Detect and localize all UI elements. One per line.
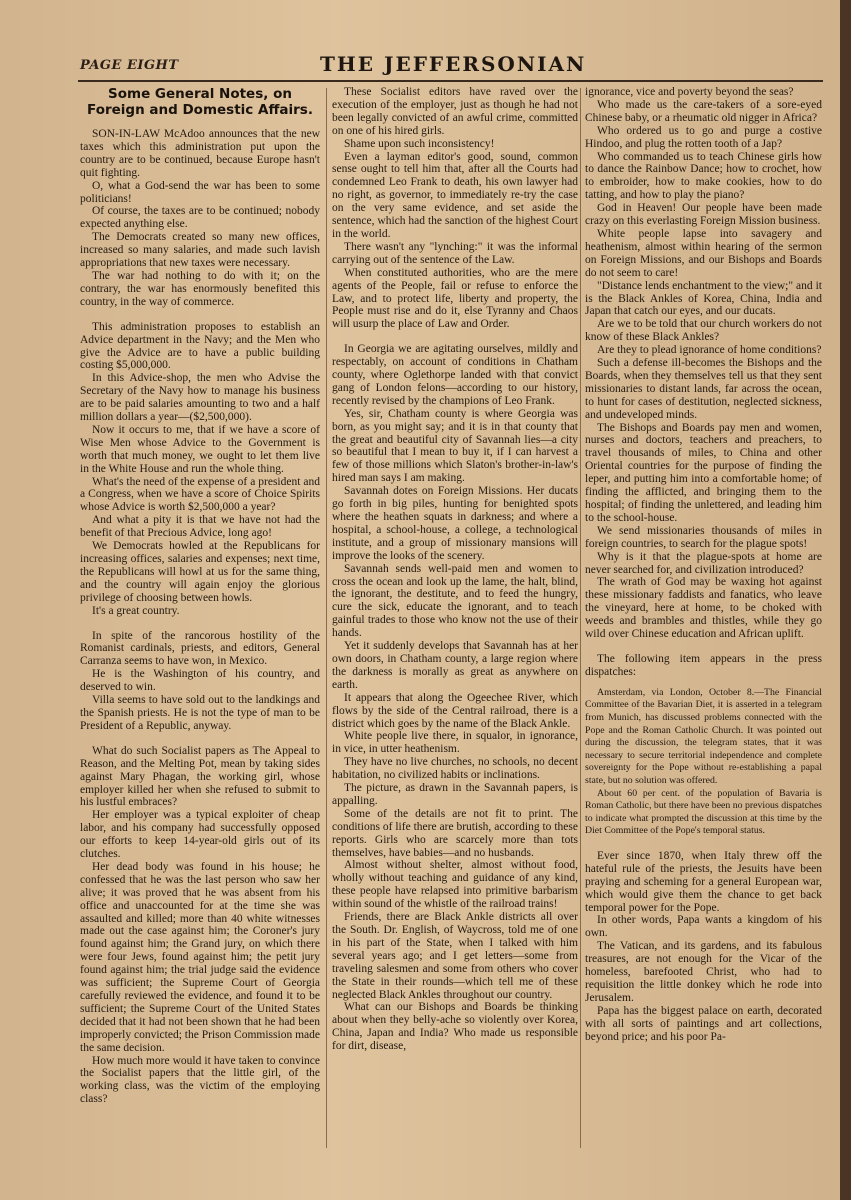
paragraph: Savannah sends well-paid men and women to cross the ocean and look up the lame, the halt, blind, the ignorant, the destitute, and to feed the hungry, cure the sick, educate the ignorant, and to teach gainful trades to those who know not the use of their hands. (332, 562, 578, 640)
paragraph: These Socialist editors have raved over the execution of the employer, just as though he had not been legally convicted of an awful crime, committed on one of his hired girls. (332, 86, 578, 137)
paragraph: Who made us the care-takers of a sore-eyed Chinese baby, or a rheumatic old nigger in Africa? (585, 98, 822, 124)
paragraph: Even a layman editor's good, sound, common sense ought to tell him that, after all the Courts had condemned Leo Frank to death, his own lawyer had no right, as governor, to immediately re-try the case on the very same evidence, and set aside the sentence, which had the sanction of the highest Court in the world. (332, 150, 578, 240)
paragraph: SON-IN-LAW McAdoo announces that the new taxes which this administration put upon the country are to be continued, because Europe hasn't quit fighting. (80, 128, 320, 179)
paragraph: The following item appears in the press dispatches: (585, 652, 822, 678)
quoted-dispatch: Amsterdam, via London, October 8.—The Financial Committee of the Bavarian Diet, it is asserted in a telegram from Munich, has discussed problems connected with the Pope and the Roman Catholic Church. It was pointed out during the discussion, the telegram states, that it was necessary to secure territorial independence and complete sovereignty for the Pope without re-establishing a papal state, but no solution was offered. (585, 686, 822, 786)
paragraph: It's a great country. (92, 604, 180, 617)
paragraph: In other words, Papa wants a kingdom of his own. (585, 914, 822, 940)
paragraph: We send missionaries thousands of miles in foreign countries, to search for the plague spots! (585, 524, 822, 550)
paragraph: They have no live churches, no schools, no decent habitation, no civilized habits or inclinations. (332, 756, 578, 782)
paragraph: Are they to plead ignorance of home conditions? (597, 344, 822, 357)
paragraph: The Vatican, and its gardens, and its fabulous treasures, are not enough for the Vicar of the homeless, barefooted Christ, who had to requisition the little donkey which he rode into Jerusalem. (585, 940, 822, 1004)
paragraph: Friends, there are Black Ankle districts all over the South. Dr. English, of Waycross, told me of one in his part of the State, when I talked with him several years ago; and I get letters—some from traveling salesmen and some from others who cover the State in their rounds—which tell me of these neglected Black Ankles throughout our country. (332, 911, 578, 1001)
column-divider (326, 88, 327, 1148)
paragraph: Almost without shelter, almost without food, wholly without teaching and guidance of any kind, these people have relapsed into primitive barbarism within sound of the whistle of the railroad trains! (332, 859, 578, 911)
paragraph: This administration proposes to establish an Advice department in the Navy; and the Men who give the Advice are to have a public building costing $5,000,000. (80, 320, 320, 372)
paragraph: In Georgia we are agitating ourselves, mildly and respectably, on account of conditions in Chatham county, where Oglethorpe landed with that convict gang of London felons—according to our history, recently revised by the champions of Leo Frank. (332, 343, 578, 407)
header-rule (78, 80, 823, 82)
paragraph: Who commanded us to teach Chinese girls how to dance the Rainbow Dance; how to crochet, how to embroider, how to make cookies, how to do tatting, and how to play the piano? (585, 150, 822, 202)
paragraph: Savannah dotes on Foreign Missions. Her ducats go forth in big piles, hunting for benighted spots where the heathen squats in darkness; and where a hospital, a school-house, a college, a technological institute, and a group of missionary mansions will improve the looks of the scenery. (332, 485, 578, 562)
article-title: Some General Notes, on Foreign and Domestic Affairs. (87, 86, 313, 118)
paragraph: Yet it suddenly develops that Savannah has at her own doors, in Chatham county, a large region where the darkness is morally as great as anywhere on earth. (332, 640, 578, 691)
paragraph: White people lapse into savagery and heathenism, almost within hearing of the sermon on Foreign Missions, and our Bishops and Boards do not seem to care! (585, 227, 822, 279)
paragraph: Now it occurs to me, that if we have a score of Wise Men whose Advice to the Government is worth that much money, we ought to let them live in the White House and run the whole thing. (80, 423, 320, 475)
page-header (80, 52, 820, 78)
paragraph: White people live there, in squalor, in ignorance, in vice, in utter heathenism. (332, 730, 578, 756)
paragraph: Villa seems to have sold out to the landkings and the Spanish priests. He is not the type of man to be President of a Republic, anyway. (80, 694, 320, 732)
paragraph: Why is it that the plague-spots at home are never searched for, and civilization introduced? (585, 550, 822, 576)
paragraph: The Bishops and Boards pay men and women, nurses and doctors, teachers and preachers, to travel thousands of miles, to China and other Oriental countries for the purpose of finding the leper, and putting him into a comfortable home; of finding the afflicted, and bringing them to the hospital; of finding the unlettered, and leading him to the school-house. (585, 421, 822, 524)
paragraph: What's the need of the expense of a president and a Congress, when we have a score of Choice Spirits whose Advice is worth $2,500,000 a year? (80, 475, 320, 514)
paragraph: Her employer was a typical exploiter of cheap labor, and his company had successfully opposed our efforts to keep 14-year-old girls out of its clutches. (80, 809, 320, 861)
paragraph: Are we to be told that our church workers do not know of these Black Ankles? (585, 318, 822, 344)
paragraph: God in Heaven! Our people have been made crazy on this everlasting Foreign Mission business. (585, 202, 822, 228)
paragraph: Of course, the taxes are to be continued; nobody expected anything else. (80, 205, 320, 231)
paragraph: What can our Bishops and Boards be thinking about when they belly-ache so violently over Korea, China, Japan and India? Who made us responsible for dirt, disease, (332, 1001, 578, 1053)
paragraph: The picture, as drawn in the Savannah papers, is appalling. (332, 782, 578, 807)
paragraph: Some of the details are not fit to print. The conditions of life there are brutish, according to these reports. Girls who are scarcely more than tots themselves, have babies—and no husbands. (332, 807, 578, 859)
paragraph: In spite of the rancorous hostility of the Romanist cardinals, priests, and editors, General Carranza seems to have won, in Mexico. (80, 629, 320, 668)
paragraph: Shame upon such inconsistency! (344, 137, 495, 150)
paragraph: We Democrats howled at the Republicans for increasing offices, salaries and expenses; next time, the Republicans will howl at us for the same thing, and the country will again enjoy the glorious privilege of choosing between howls. (80, 540, 320, 604)
page-number: PAGE EIGHT (80, 58, 179, 73)
column-3 (585, 86, 822, 1154)
paragraph: There wasn't any "lynching:" it was the informal carrying out of the sentence of the Law. (332, 240, 578, 266)
masthead-title: THE JEFFERSONIAN (320, 52, 587, 76)
quoted-dispatch: About 60 per cent. of the population of Bavaria is Roman Catholic, but there have been no previous dispatches to indicate what prompted the discussion at this time by the Diet Committee of the Pope's temporal status. (585, 787, 822, 837)
paragraph: In this Advice-shop, the men who Advise the Secretary of the Navy how to manage his business are to be paid salaries amounting to two and a half million dollars a year—($2,500,000). (80, 372, 320, 424)
paragraph: What do such Socialist papers as The Appeal to Reason, and the Melting Pot, mean by taking sides against Mary Phagan, the working girl, whose employer killed her when she refused to submit to his lustful embraces? (80, 744, 320, 809)
paragraph: Such a defense ill-becomes the Bishops and the Boards, when they themselves tell us that they sent missionaries to distant lands, far across the ocean, to hunt for cases of destitution, neglected sickness, and undeveloped minds. (585, 357, 822, 421)
paragraph: O, what a God-send the war has been to some politicians! (80, 179, 320, 205)
page-edge (840, 0, 851, 1200)
column-1 (80, 86, 320, 1154)
paragraph: The war had nothing to do with it; on the contrary, the war has enormously benefited this country, in the way of commerce. (80, 269, 320, 308)
paragraph: Yes, sir, Chatham county is where Georgia was born, as you might say; and it is in that county that the great and beautiful city of Savannah lies—a city so beautiful that I mean to buy it, if I can harvest a few of those millions which Slaton's brother-in-law's hired man says I am making. (332, 407, 578, 485)
paragraph: Her dead body was found in his house; he confessed that he was the last person who saw her alive; it was proved that he was absent from his office and unaccounted for at the time she was assaulted and killed; more than 40 white witnesses made out the case against him; the Coroner's jury found against him; the Grand jury, on which there were four Jews, found against him; the petit jury found against him; the trial judge said the evidence was sufficient; the Supreme Court of Georgia carefully reviewed the evidence, and found it to be sufficient; the Supreme Court of the United States decided that it had not been shown that he had been improperly convicted; the Prison Commission made the same decision. (80, 860, 320, 1054)
paragraph: ignorance, vice and poverty beyond the seas? (585, 86, 794, 98)
paragraph: Who ordered us to go and purge a costive Hindoo, and plug the rotten tooth of a Jap? (585, 124, 822, 150)
paragraph: The wrath of God may be waxing hot against these missionary faddists and fanatics, who leave the vineyard, here at home, to be choked with weeds and brambles and thistles, while they go wild over Chinese education and African uplift. (585, 576, 822, 641)
paragraph: How much more would it have taken to convince the Socialist papers that the little girl, of the working class, was the victim of the employing class? (80, 1054, 320, 1106)
paragraph: Ever since 1870, when Italy threw off the hateful rule of the priests, the Jesuits have been praying and scheming for a general European war, which would give them the chance to get back temporal power for the Pope. (585, 849, 822, 914)
paragraph: When constituted authorities, who are the mere agents of the People, fail or refuse to enforce the Law, and to protect life, liberty and property, the People must rise and do it, else Tyranny and Chaos will usurp the place of Law and Order. (332, 266, 578, 331)
paragraph: It appears that along the Ogeechee River, which flows by the side of the Central railroad, there is a district which goes by the name of the Black Ankle. (332, 691, 578, 730)
paragraph: And what a pity it is that we have not had the benefit of that Precious Advice, long ago! (80, 514, 320, 540)
column-divider (580, 88, 581, 1148)
column-2 (332, 86, 578, 1154)
paragraph: The Democrats created so many new offices, increased so many salaries, and made such lavish appropriations that new taxes were necessary. (80, 231, 320, 270)
paragraph: He is the Washington of his country, and deserved to win. (80, 668, 320, 694)
paragraph: "Distance lends enchantment to the view;" and it is the Black Ankles of Korea, China, India and Japan that catch our eyes, and our ducats. (585, 279, 822, 318)
paragraph: Papa has the biggest palace on earth, decorated with all sorts of paintings and art collections, beyond price; and his poor Pa- (585, 1004, 822, 1043)
